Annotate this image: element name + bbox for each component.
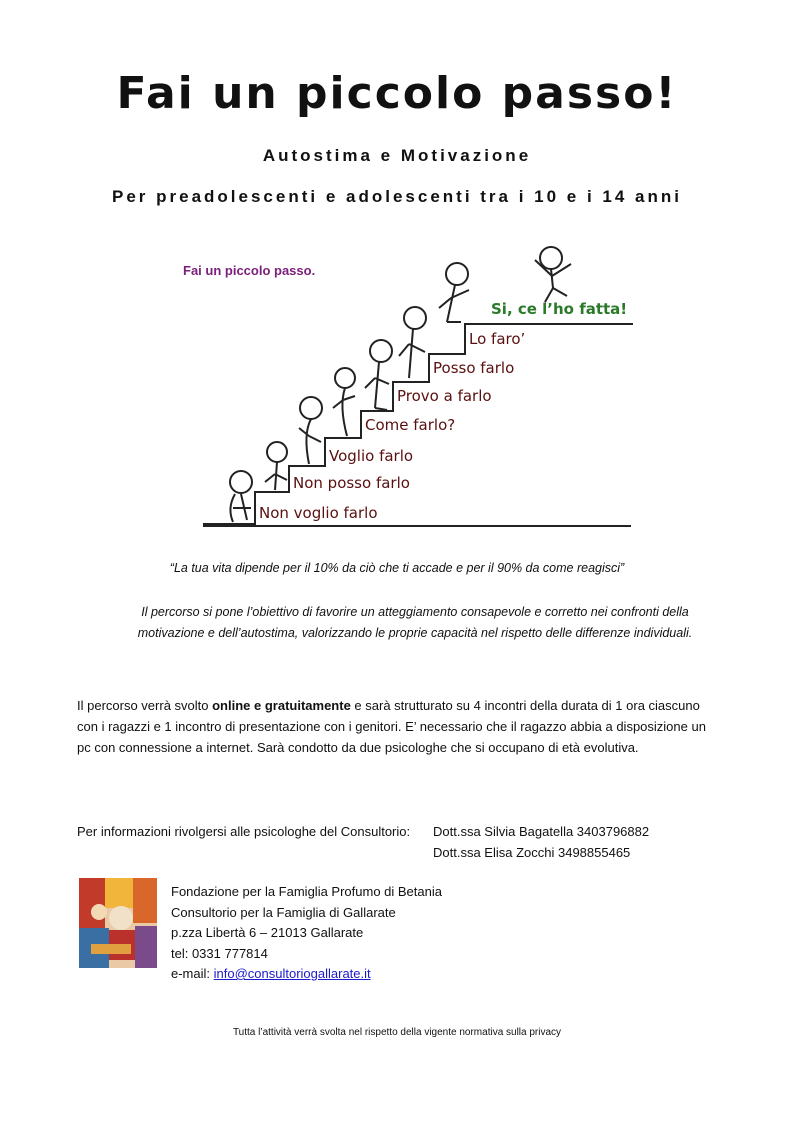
step-label-4: Come farlo? [365,416,456,434]
org-phone: tel: 0331 777814 [171,945,268,961]
org-name: Fondazione per la Famiglia Profumo di Betania [171,884,442,899]
subtitle: Autostima e Motivazione [262,146,532,165]
organization-block [171,882,442,985]
org-address: p.zza Libertà 6 – 21013 Gallarate [171,925,364,940]
details-text-1: Il percorso verrà svolto [77,698,213,713]
privacy-footer: Tutta l’attività verrà svolta nel rispetto della vigente normativa sulla privacy [232,1027,562,1038]
staircase-illustration [175,238,645,538]
page-title: Fai un piccolo passo! [116,68,678,119]
step-label-3: Voglio farlo [329,447,414,465]
quote: “La tua vita dipende per il 10% da ciò che ti accade e per il 90% da come reagisci” [169,561,625,575]
email-link[interactable]: info@consultoriogallarate.it [213,966,371,981]
figure-7-icon [439,263,469,322]
details-paragraph [77,695,717,758]
figure-2-icon [265,442,287,490]
info-label: Per informazioni rivolgersi alle psicologhe del Consultorio: [77,824,411,839]
details-bold: online e gratuitamente [212,698,351,713]
contact-zocchi: Dott.ssa Elisa Zocchi 3498855465 [433,845,631,860]
step-label-7: Lo faro’ [469,330,526,348]
contact-bagatella: Dott.ssa Silvia Bagatella 3403796882 [433,824,650,839]
figure-4-icon [333,368,355,436]
target-audience: Per preadolescenti e adolescenti tra i 10 e i 14 anni [111,187,682,206]
org-consultorio: Consultorio per la Famiglia di Gallarate [171,904,396,920]
top-label: Si, ce l’ho fatta! [491,300,628,318]
step-label-2: Non posso farlo [293,474,410,492]
illustration-caption: Fai un piccolo passo. [183,263,316,278]
details-text-2: e sarà strutturato su 4 incontri della durata di 1 ora ciascuno con i ragazzi e 1 incontro di presentazione con i genitori. E’ necessario che il ragazzo abbia a disposizione un pc con connessione a internet. Sarà condotto da due psicologhe che si occupano di età evolutiva. [77,698,706,755]
step-label-5: Provo a farlo [397,387,492,405]
consultorio-logo-image [79,878,157,968]
step-label-6: Posso farlo [433,359,515,377]
figure-3-icon [299,397,322,464]
figure-5-icon [365,340,392,410]
contact-list [433,821,649,863]
figure-6-icon [399,307,426,378]
org-email-line [171,964,442,985]
sitting-figure-icon [230,471,252,522]
intro-paragraph: Il percorso si pone l’obiettivo di favorire un atteggiamento consapevole e corretto nei confronti della motivazione e dell’autostima, valorizzando le proprie capacità nel rispetto delle differenze individuali. [137,605,693,640]
celebrating-figure-icon [535,247,571,302]
step-label-1: Non voglio farlo [259,504,378,522]
email-label: e-mail: [171,966,214,981]
